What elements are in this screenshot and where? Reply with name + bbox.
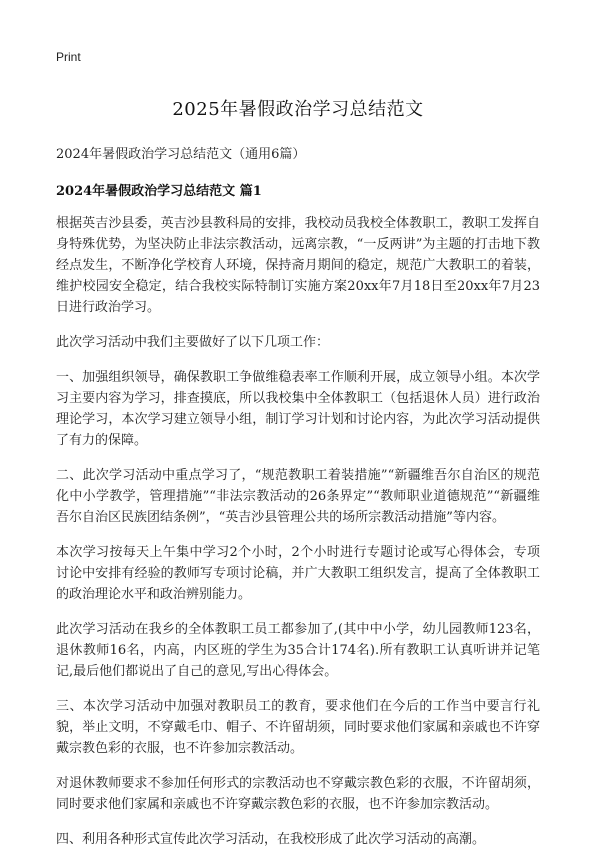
document-title: 2025年暑假政治学习总结范文 [172, 99, 424, 120]
document-subtitle: 2024年暑假政治学习总结范文（通用6篇） [56, 147, 306, 162]
paragraph-participants: 此次学习活动在我乡的全体教职工员工都参加了,(其中中小学，幼儿园教师123名，退休教师16名，内高，内区班的学生为35合计174名).所有教职工认真听讲并记笔记,最后他们都说出了自己的意见,写出心得体会。 [56, 622, 540, 679]
paragraph-item-four: 四、利用各种形式宣传此次学习活动，在我校形成了此次学习活动的高潮。 [56, 832, 486, 847]
section-heading: 2024年暑假政治学习总结范文 篇1 [56, 184, 262, 199]
paragraph-item-one: 一、加强组织领导，确保教职工争做维稳表率工作顺利开展，成立领导小组。本次学习主要内容为学习，排查摸底，所以我校集中全体教职工（包括退休人员）进行政治理论学习，本次学习建立领导小组，制订学习计划和讨论内容，为此次学习活动提供了有力的保障。 [56, 370, 540, 448]
paragraph-item-three: 三、本次学习活动中加强对教职员工的教育，要求他们在今后的工作当中要言行礼貌，举止文明，不穿戴毛巾、帽子、不许留胡须，同时要求他们家属和亲戚也不许穿戴宗教色彩的衣服，也不许参加宗教活动。 [56, 699, 540, 756]
paragraph-intro: 根据英吉沙县委，英吉沙县教科局的安排，我校动员我校全体教职工，教职工发挥自身特殊优势，为坚决防止非法宗教活动，远离宗教，“一反两讲”为主题的打击地下教经点发生，不断净化学校育人环境，保持斋月期间的稳定，规范广大教职工的着装，维护校园安全稳定，结合我校实际特制订实施方案20xx年7月18日至20xx年7月23日进行政治学习。 [56, 216, 540, 315]
print-link[interactable]: Print [56, 50, 81, 64]
paragraph-schedule: 本次学习按每天上午集中学习2个小时，2个小时进行专题讨论或写心得体会，专项讨论中安排有经验的教师写专项讨论稿，并广大教职工组织发言，提高了全体教职工的政治理论水平和政治辨别能力。 [56, 545, 540, 602]
document-body [56, 213, 540, 850]
paragraph-retirees: 对退休教师要求不参加任何形式的宗教活动也不穿戴宗教色彩的衣服，不许留胡须，同时要求他们家属和亲戚也不许穿戴宗教色彩的衣服，也不许参加宗教活动。 [56, 776, 540, 812]
paragraph-item-two: 二、此次学习活动中重点学习了，“规范教职工着装措施”“新疆维吾尔自治区的规范化中小学教学，管理措施”“非法宗教活动的26条界定”“教师职业道德规范”“新疆维吾尔自治区民族团结条例”，“英吉沙县管理公共的场所宗教活动措施”等内容。 [56, 468, 540, 525]
paragraph-work-items: 此次学习活动中我们主要做好了以下几项工作： [56, 335, 330, 350]
